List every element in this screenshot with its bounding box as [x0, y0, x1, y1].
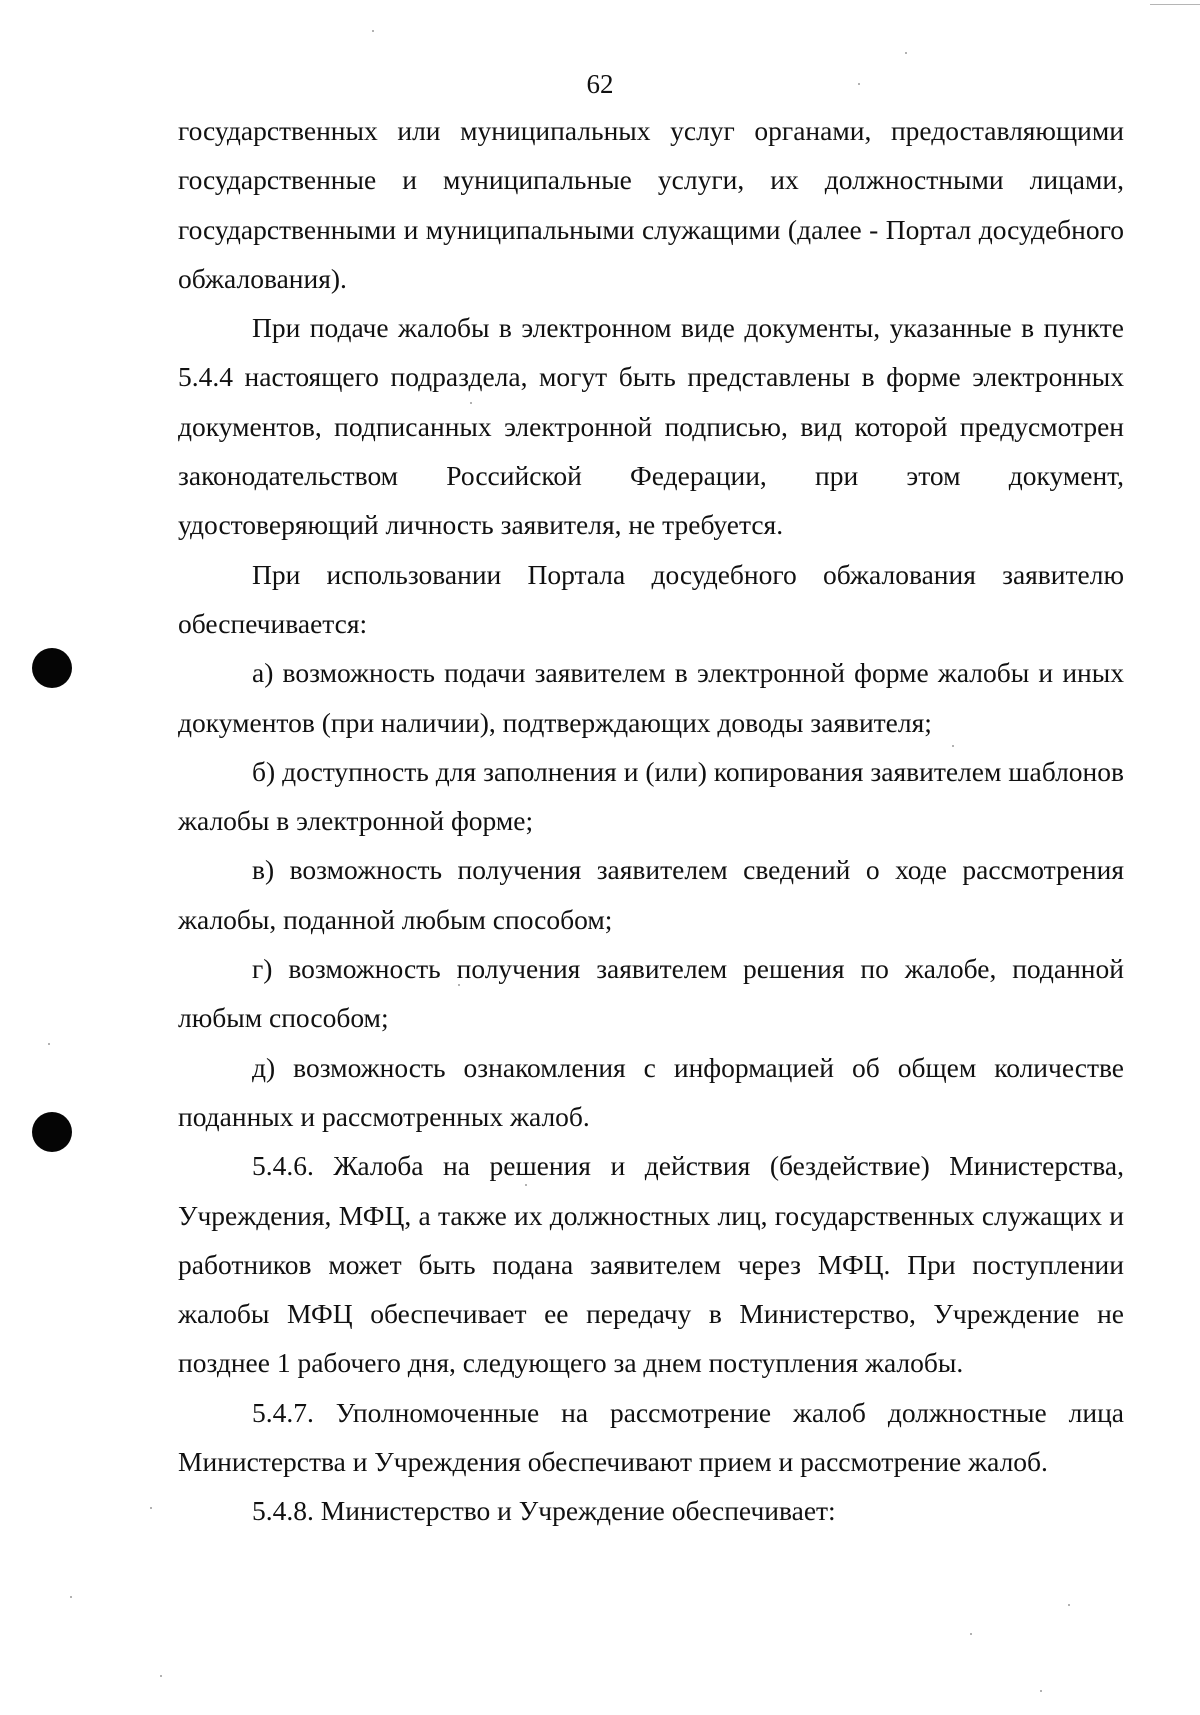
list-item-d: д) возможность ознакомления с информацией об общем количестве поданных и рассмотренных жалоб. [178, 1051, 1124, 1132]
punch-hole-icon [32, 648, 72, 688]
scan-speck [150, 1507, 152, 1509]
section-5-4-8: 5.4.8. Министерство и Учреждение обеспечивает: [252, 1495, 836, 1527]
scan-edge-line [1150, 4, 1200, 5]
list-item-v: в) возможность получения заявителем сведений о ходе рассмотрения жалобы, поданной любым способом; [178, 854, 1124, 935]
paragraph-continuation: государственных или муниципальных услуг органами, предоставляющими государственные и муниципальные услуги, их должностными лицами, государственными и муниципальными служащими (далее - Портал досудебного обжалования). [178, 115, 1124, 294]
scan-speck [970, 1633, 972, 1635]
paragraph-portal-usage: При использовании Портала досудебного обжалования заявителю обеспечивается: [178, 558, 1124, 639]
scan-speck [858, 83, 860, 85]
section-5-4-7: 5.4.7. Уполномоченные на рассмотрение жалоб должностные лица Министерства и Учреждения обеспечивают прием и рассмотрение жалоб. [178, 1396, 1124, 1478]
section-5-4-6: 5.4.6. Жалоба на решения и действия (бездействие) Министерства, Учреждения, МФЦ, а также их должностных лиц, государственных служащих и работников может быть подана заявителем через МФЦ. При поступлении жалобы МФЦ обеспечивает ее передачу в Министерство, Учреждение не позднее 1 рабочего дня, следующего за днем поступления жалобы. [178, 1150, 1124, 1379]
scan-speck [525, 1184, 527, 1186]
punch-hole-icon [32, 1112, 72, 1152]
scan-speck [1068, 1604, 1070, 1606]
page-number: 62 [586, 69, 614, 99]
scan-speck [470, 402, 472, 404]
list-item-a: а) возможность подачи заявителем в электронной форме жалобы и иных документов (при наличии), подтверждающих доводы заявителя; [178, 657, 1124, 738]
document-body [178, 106, 1124, 1536]
scan-speck [372, 30, 374, 32]
scan-speck [160, 1675, 162, 1677]
scan-speck [70, 1596, 72, 1598]
list-item-g: г) возможность получения заявителем решения по жалобе, поданной любым способом; [178, 953, 1124, 1034]
scan-speck [905, 52, 907, 54]
scan-speck [952, 745, 954, 747]
scan-speck [48, 1043, 50, 1045]
list-item-b: б) доступность для заполнения и (или) копирования заявителем шаблонов жалобы в электронной форме; [178, 755, 1124, 837]
scan-speck [1040, 1690, 1042, 1692]
scan-speck [458, 984, 460, 986]
paragraph-electronic-submission: При подаче жалобы в электронном виде документы, указанные в пункте 5.4.4 настоящего подраздела, могут быть представлены в форме электронных документов, подписанных электронной подписью, вид которой предусмотрен законодательством Российской Федерации, при этом документ, удостоверяющий личность заявителя, не требуется. [178, 312, 1124, 541]
